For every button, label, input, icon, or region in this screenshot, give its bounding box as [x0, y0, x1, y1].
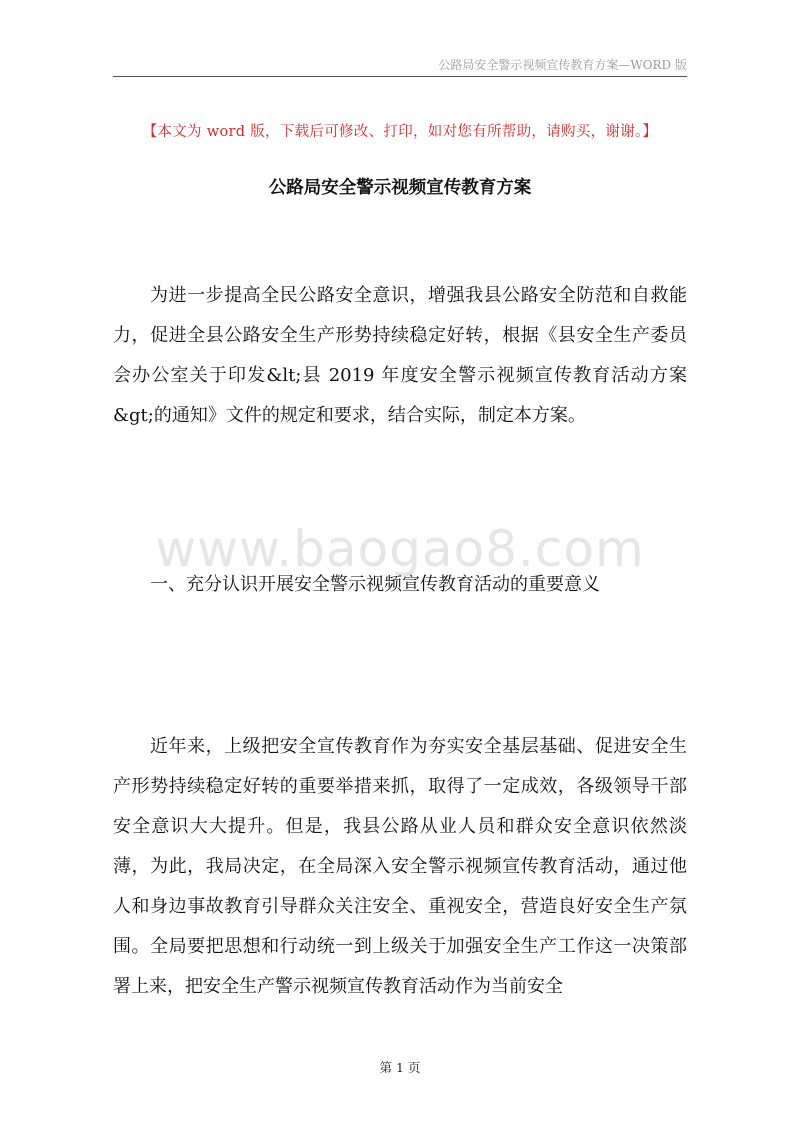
header-divider [113, 76, 687, 77]
section-heading: 一、充分认识开展安全警示视频宣传教育活动的重要意义 [150, 574, 600, 595]
document-title: 公路局安全警示视频宣传教育方案 [268, 178, 532, 198]
body-paragraph: 近年来，上级把安全宣传教育作为夯实安全基层基础、促进安全生产形势持续稳定好转的重要举措来抓，取得了一定成效，各级领导干部安全意识大大提升。但是，我县公路从业人员和群众安全意识依然淡薄，为此，我局决定，在全局深入安全警示视频宣传教育活动，通过他人和身边事故教育引导群众关注安全、重视安全，营造良好安全生产氛围。全局要把思想和行动统一到上级关于加强安全生产工作这一决策部署上来，把安全生产警示视频宣传教育活动作为当前安全 [113, 736, 687, 997]
running-header: 公路局安全警示视频宣传教育方案—WORD 版 [438, 58, 687, 72]
watermark: www.baogao8.com [155, 520, 645, 578]
intro-paragraph: 为进一步提高全民公路安全意识，增强我县公路安全防范和自救能力，促进全县公路安全生产形势持续稳定好转，根据《县安全生产委员会办公室关于印发&lt;县 2019 年度安全警示视频宣传教育活动方案&gt;的通知》文件的规定和要求，结合实际，制定本方案。 [113, 285, 687, 426]
page-number: 第 1 页 [379, 1060, 421, 1075]
download-notice: 【本文为 word 版，下载后可修改、打印，如对您有所帮助，请购买，谢谢。】 [142, 124, 658, 140]
